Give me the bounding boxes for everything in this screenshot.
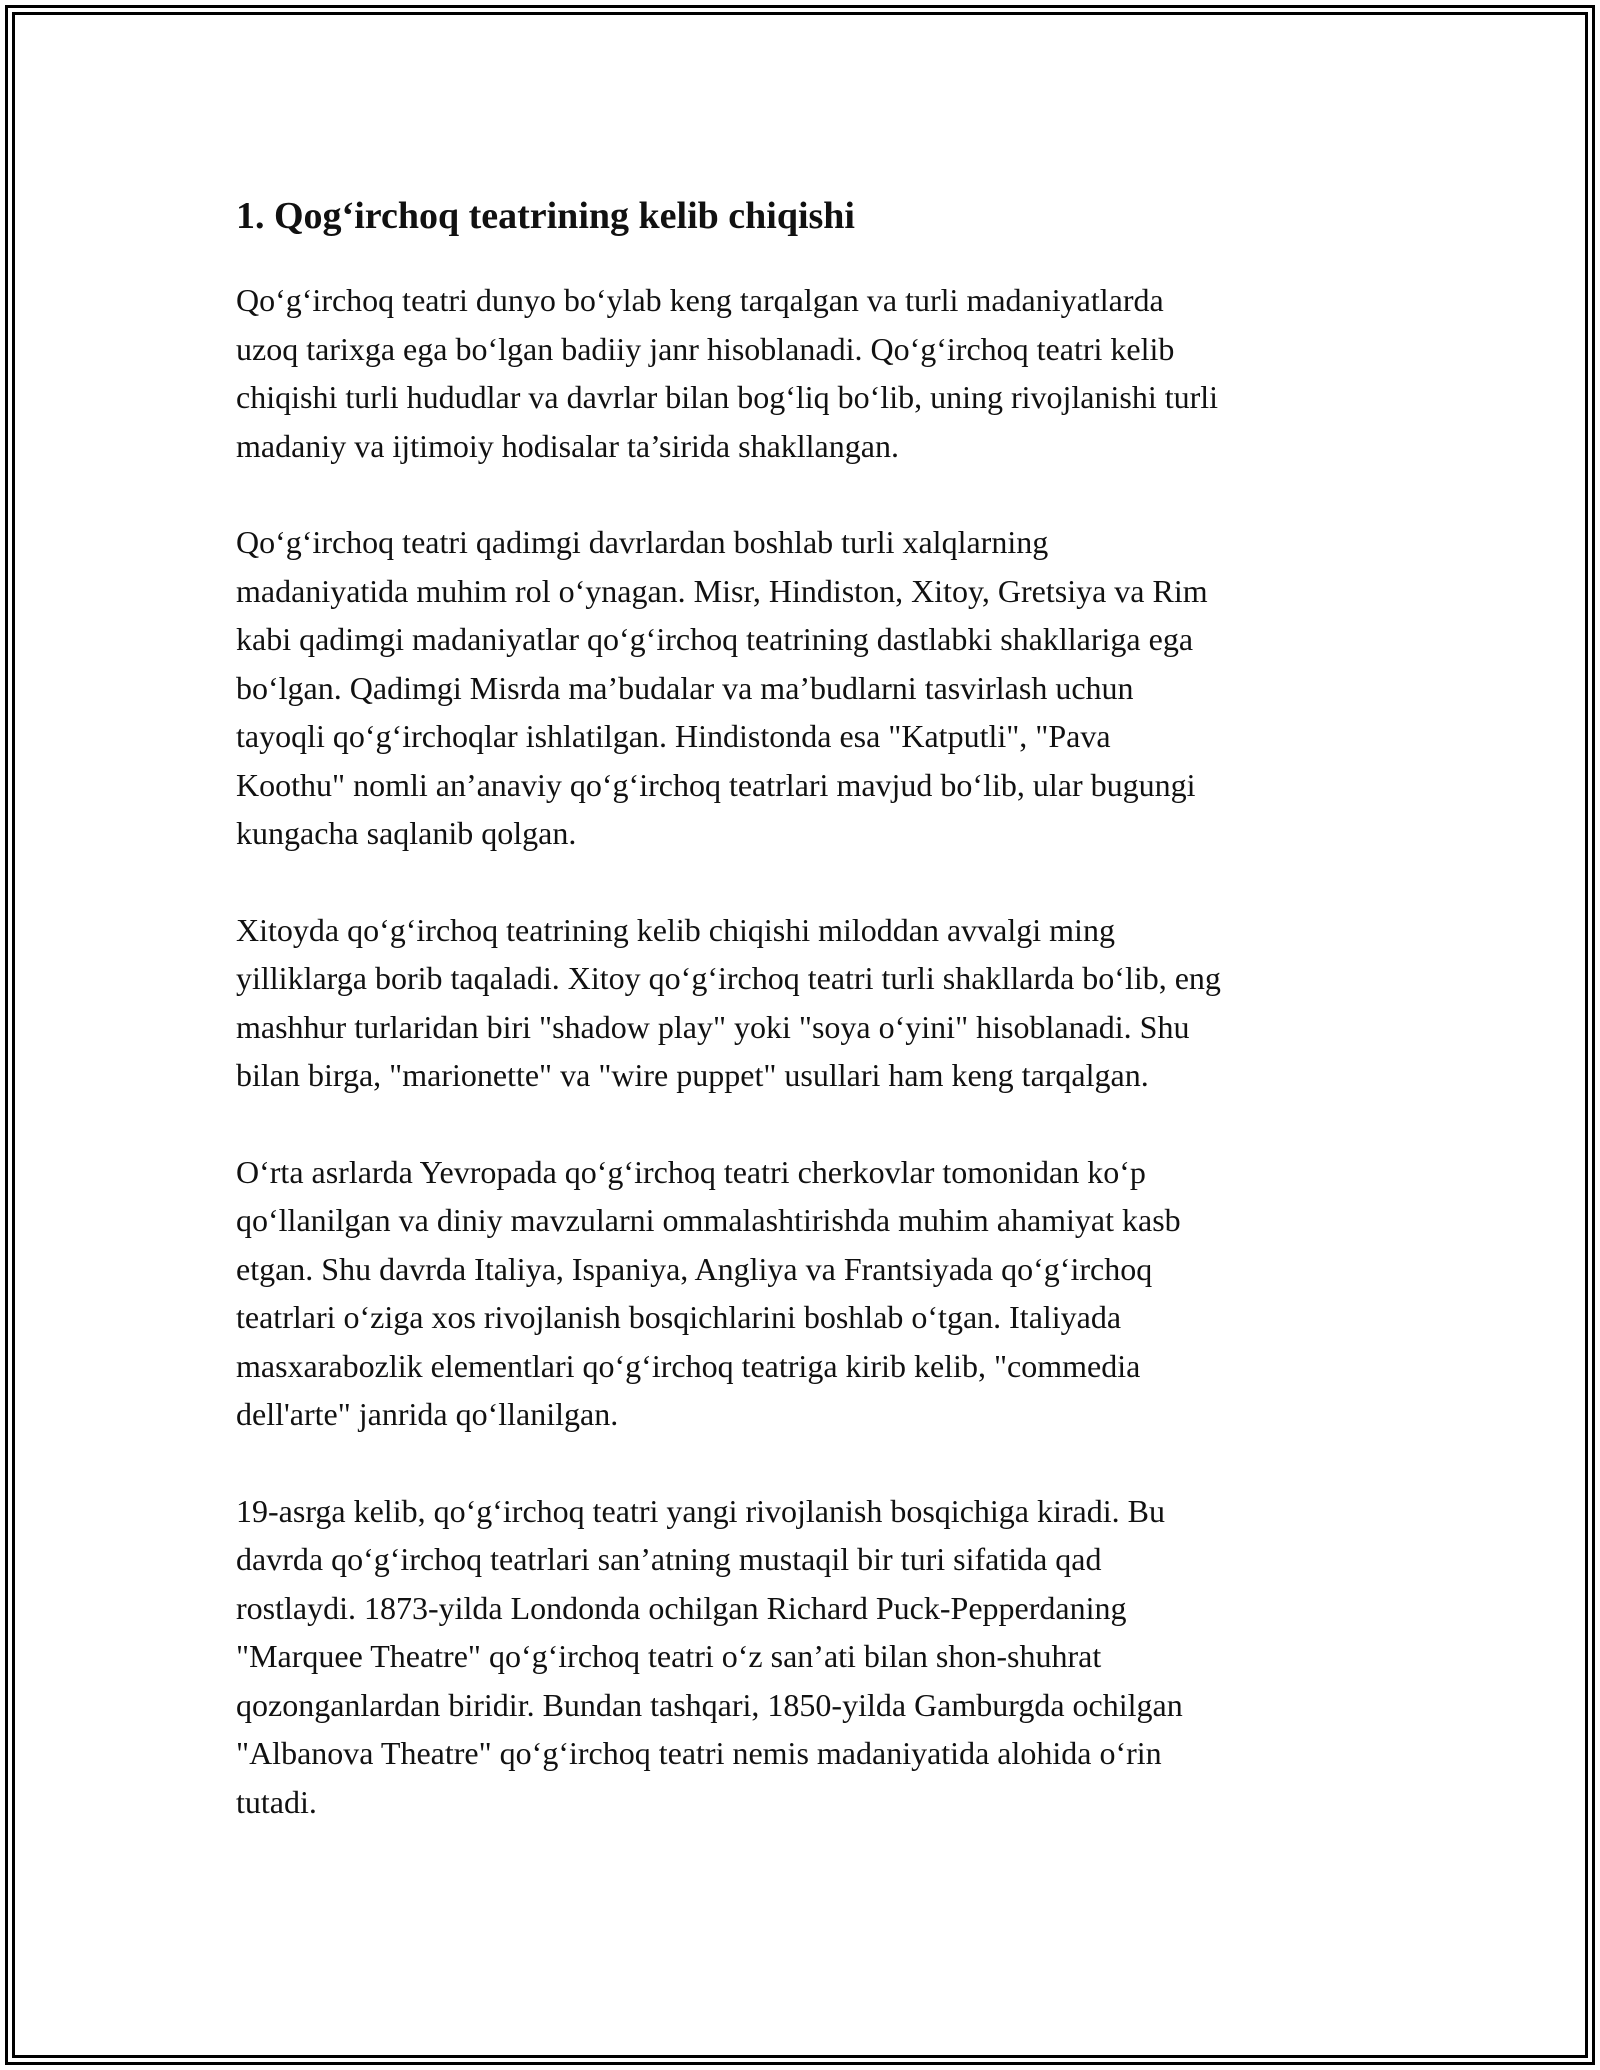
paragraph-line: chiqishi turli hududlar va davrlar bilan bog‘liq bo‘lib, uning rivojlanishi turli	[236, 379, 1219, 415]
paragraph-line: qozonganlardan biridir. Bundan tashqari, 1850-yilda Gamburgda ochilgan	[236, 1686, 1183, 1723]
paragraph-line: mashhur turlaridan biri "shadow play" yoki "soya o‘yini" hisoblanadi. Shu	[236, 1008, 1190, 1045]
paragraph-list	[236, 276, 1376, 1826]
paragraph-line: "Marquee Theatre" qo‘g‘irchoq teatri o‘z san’ati bilan shon-shuhrat	[236, 1638, 1102, 1674]
paragraph-line: uzoq tarixga ega bo‘lgan badiiy janr hisoblanadi. Qo‘g‘irchoq teatri kelib	[236, 330, 1175, 367]
paragraph-line: masxarabozlik elementlari qo‘g‘irchoq teatriga kirib kelib, "commedia	[236, 1347, 1141, 1384]
paragraph-line: tayoqli qo‘g‘irchoqlar ishlatilgan. Hindistonda esa "Katputli", "Pava	[236, 718, 1111, 754]
paragraph-line: kabi qadimgi madaniyatlar qo‘g‘irchoq teatrining dastlabki shakllariga ega	[236, 621, 1194, 657]
paragraph-line: Koothu" nomli an’anaviy qo‘g‘irchoq teatrlari mavjud bo‘lib, ular bugungi	[236, 766, 1196, 803]
paragraph-line: etgan. Shu davrda Italiya, Ispaniya, Angliya va Frantsiyada qo‘g‘irchoq	[236, 1250, 1153, 1287]
paragraph-line: tutadi.	[236, 1783, 317, 1820]
paragraph-line: qo‘llanilgan va diniy mavzularni ommalashtirishda muhim ahamiyat kasb	[236, 1202, 1181, 1238]
paragraph-line: teatrlari o‘ziga xos rivojlanish bosqichlarini boshlab o‘tgan. Italiyada	[236, 1299, 1122, 1335]
document-body	[236, 186, 1376, 1874]
paragraph	[236, 1148, 1376, 1439]
paragraph-line: Qo‘g‘irchoq teatri qadimgi davrlardan boshlab turli xalqlarning	[236, 524, 1049, 560]
paragraph-line: madaniy va ijtimoiy hodisalar ta’sirida shakllangan.	[236, 427, 899, 464]
section-heading: 1. Qog‘irchoq teatrining kelib chiqishi	[236, 195, 855, 237]
paragraph-line: "Albanova Theatre" qo‘g‘irchoq teatri nemis madaniyatida alohida o‘rin	[236, 1735, 1162, 1771]
paragraph-line: Xitoyda qo‘g‘irchoq teatrining kelib chiqishi miloddan avvalgi ming	[236, 911, 1115, 948]
paragraph-line: madaniyatida muhim rol o‘ynagan. Misr, Hindiston, Xitoy, Gretsiya va Rim	[236, 572, 1208, 609]
paragraph	[236, 1487, 1376, 1827]
paragraph-line: O‘rta asrlarda Yevropada qo‘g‘irchoq teatri cherkovlar tomonidan ko‘p	[236, 1153, 1146, 1190]
paragraph-line: davrda qo‘g‘irchoq teatrlari san’atning mustaqil bir turi sifatida qad	[236, 1541, 1102, 1577]
paragraph	[236, 518, 1376, 858]
paragraph-line: dell'arte" janrida qo‘llanilgan.	[236, 1396, 619, 1432]
paragraph-line: rostlaydi. 1873-yilda Londonda ochilgan Richard Puck-Pepperdaning	[236, 1589, 1127, 1626]
paragraph-line: bilan birga, "marionette" va "wire puppet" usullari ham keng tarqalgan.	[236, 1057, 1149, 1093]
paragraph-line: 19-asrga kelib, qo‘g‘irchoq teatri yangi rivojlanish bosqichiga kiradi. Bu	[236, 1492, 1165, 1529]
paragraph-line: bo‘lgan. Qadimgi Misrda ma’budalar va ma’budlarni tasvirlash uchun	[236, 669, 1134, 706]
paragraph-line: yilliklarga borib taqaladi. Xitoy qo‘g‘irchoq teatri turli shakllarda bo‘lib, eng	[236, 960, 1221, 996]
paragraph	[236, 906, 1376, 1100]
paragraph	[236, 276, 1376, 470]
paragraph-line: kungacha saqlanib qolgan.	[236, 815, 577, 851]
paragraph-line: Qo‘g‘irchoq teatri dunyo bo‘ylab keng tarqalgan va turli madaniyatlarda	[236, 282, 1164, 318]
